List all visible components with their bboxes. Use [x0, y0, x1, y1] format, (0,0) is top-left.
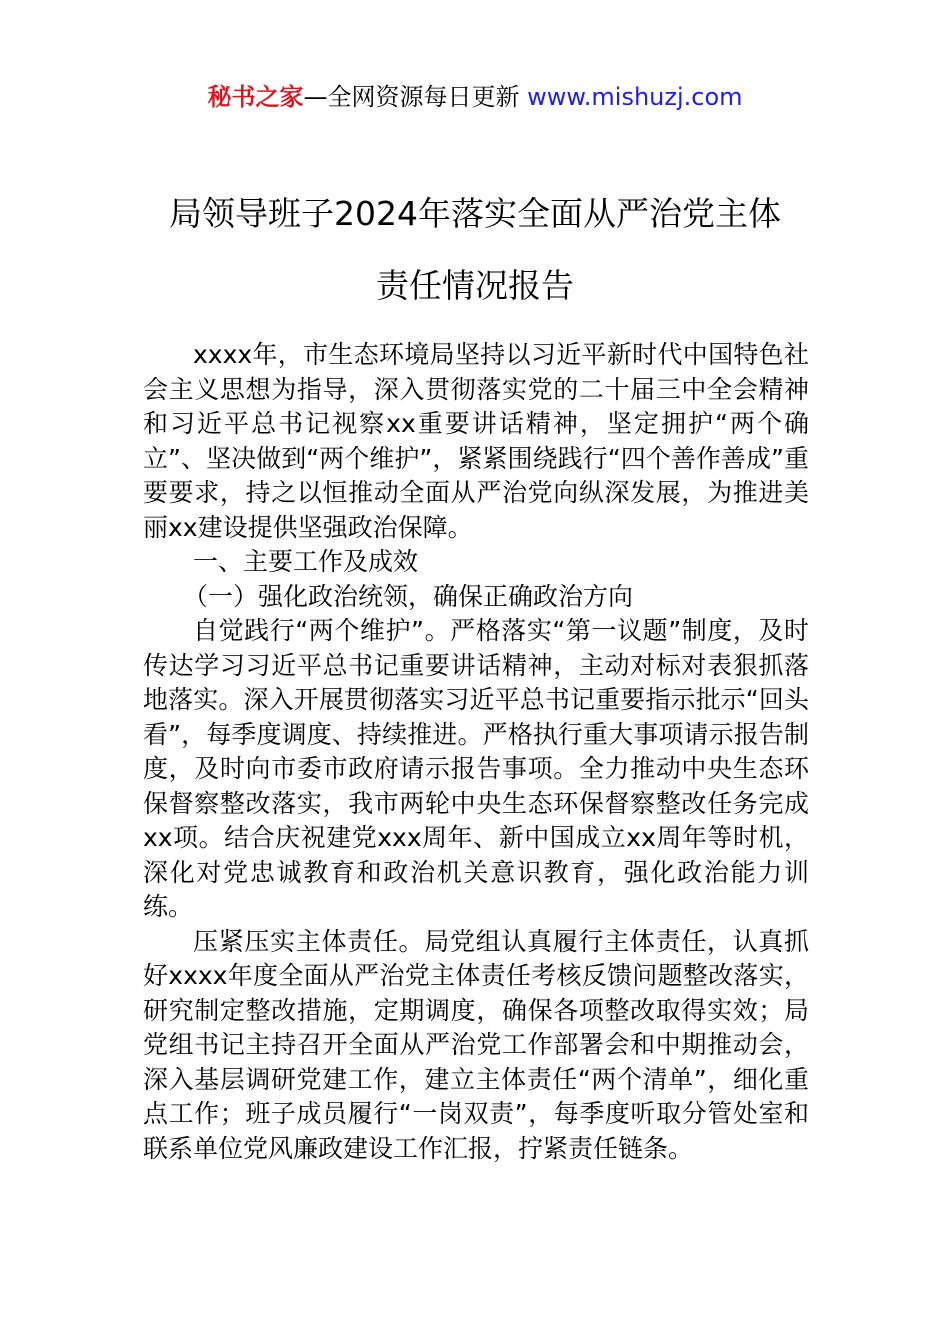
site-tagline: —全网资源每日更新	[303, 83, 528, 111]
title-line-1: 局领导班子2024年落实全面从严治党主体	[169, 194, 781, 233]
site-brand: 秘书之家	[207, 83, 304, 111]
document-body	[143, 338, 809, 1166]
intro-paragraph: xxxx年，市生态环境局坚持以习近平新时代中国特色社会主义思想为指导，深入贯彻落实党的二十届三中全会精神和习近平总书记视察xx重要讲话精神，坚定拥护“两个确立”、坚决做到“两个维护”，紧紧围绕践行“四个善作善成”重要要求，持之以恒推动全面从严治党向纵深发展，为推进美丽xx建设提供坚强政治保障。	[143, 340, 809, 542]
document-title	[60, 178, 890, 322]
body-paragraph: 自觉践行“两个维护”。严格落实“第一议题”制度，及时传达学习习近平总书记重要讲话精神，主动对标对表狠抓落地落实。深入开展贯彻落实习近平总书记重要指示批示“回头看”，每季度调度、持续推进。严格执行重大事项请示报告制度，及时向市委市政府请示报告事项。全力推动中央生态环保督察整改落实，我市两轮中央生态环保督察整改任务完成xx项。结合庆祝建党xxx周年、新中国成立xx周年等时机，深化对党忠诚教育和政治机关意识教育，强化政治能力训练。	[143, 616, 809, 921]
body-paragraph: 压紧压实主体责任。局党组认真履行主体责任，认真抓好xxxx年度全面从严治党主体责任考核反馈问题整改落实，研究制定整改措施，定期调度，确保各项整改取得实效；局党组书记主持召开全面从严治党工作部署会和中期推动会，深入基层调研党建工作，建立主体责任“两个清单”，细化重点工作；班子成员履行“一岗双责”，每季度听取分管处室和联系单位党风廉政建设工作汇报，拧紧责任链条。	[143, 926, 809, 1163]
site-header	[0, 80, 950, 114]
subsection-heading: （一）强化政治统领，确保正确政治方向	[183, 581, 634, 611]
title-line-2: 责任情况报告	[376, 266, 574, 305]
site-url-link[interactable]: www.mishuzj.com	[527, 83, 743, 111]
section-heading: 一、主要工作及成效	[193, 547, 419, 576]
